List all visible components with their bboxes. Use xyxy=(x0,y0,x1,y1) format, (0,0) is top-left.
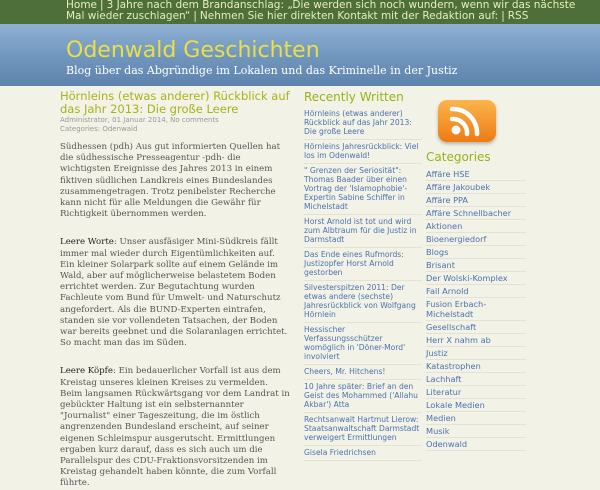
top-nav-links xyxy=(66,0,586,22)
nav-separator: | xyxy=(193,10,197,22)
post-meta-author-date: Administrator, 01 Januar 2014, No comments xyxy=(60,116,219,124)
category-link[interactable]: Affäre PPA xyxy=(426,194,526,207)
post-section-leere-koepfe xyxy=(60,366,292,489)
categories-heading: Categories xyxy=(426,150,491,164)
recent-post-link[interactable]: Hessischer Verfassungsschützer womöglich in 'Döner-Mord' involviert xyxy=(304,324,422,365)
nav-link-brandanschlag[interactable]: 3 Jahre nach dem Brandanschlag: „Die werden sich noch wundern, wenn wir das nächste Mal wieder zuschlagen“ xyxy=(66,0,576,22)
recent-post-link[interactable]: Cheers, Mr. Hitchens! xyxy=(304,366,422,380)
category-link[interactable]: Affäre Schnellbacher xyxy=(426,207,526,220)
recent-post-link[interactable]: Hörnleins (etwas anderer) Rückblick auf das Jahr 2013: Die große Leere xyxy=(304,108,422,140)
post-intro: Südhessen (pdh) Aus gut informierten Quellen hat die südhessische Presseagentur -pdh- die wichtigsten Ereignisse des Jahres 2013 in einem fiktiven südlichen Landkreis eines Bundeslandes zusammengetragen. Trotz penibelster Recherche kann nicht für alle Meldungen die Gewähr für Richtigkeit übernommen werden. xyxy=(60,142,281,220)
category-link[interactable]: Literatur xyxy=(426,386,526,399)
post-body xyxy=(60,142,292,490)
section-text: : Unser ausfäsiger Mini-Südkreis fällt immer mal wieder durch Eigentümlichkeiten auf. Ein kleiner Solarpark sollte auf einem Gelände im Wald, aber auf möglicherweise belastetem Boden errichtet werden. Zur Begutachtung wurden Fachleute vom Bund für Umwelt- und Naturschutz angefordert. Als die BUND-Experten eintrafen, standen sie vor vollendeten Tatsachen, der Boden war bereits geebnet und die Solaranlagen errichtet. So macht man das im Süden. xyxy=(60,237,288,349)
recent-post-link[interactable]: Das Ende eines Rufmords: Justizopfer Horst Arnold gestorben xyxy=(304,249,422,281)
category-link[interactable]: Herr X nahm ab xyxy=(426,334,526,347)
main-content xyxy=(60,89,292,489)
nav-link-kontakt[interactable]: Nehmen Sie hier direkten Kontakt mit der Redaktion auf: xyxy=(199,10,499,22)
recent-posts-list xyxy=(304,108,422,461)
rss-wave-icon xyxy=(448,105,486,137)
site-tagline: Blog über das Abgründige im Lokalen und das Kriminelle in der Justiz xyxy=(66,64,458,77)
recent-post-link[interactable]: Hörnleins Jahresrückblick: Viel los im Odenwald! xyxy=(304,141,422,164)
category-link[interactable]: Katastrophen xyxy=(426,360,526,373)
category-link[interactable]: Affäre Jakoubek xyxy=(426,181,526,194)
category-link[interactable]: Lachhaft xyxy=(426,373,526,386)
category-link[interactable]: Justiz xyxy=(426,347,526,360)
category-link[interactable]: Der Wolski-Komplex xyxy=(426,272,526,285)
category-link[interactable]: Blogs xyxy=(426,246,526,259)
category-link[interactable]: Medien xyxy=(426,412,526,425)
category-link[interactable]: Brisant xyxy=(426,259,526,272)
nav-separator: | xyxy=(100,0,104,11)
top-navigation-bar xyxy=(0,0,600,24)
nav-link-rss[interactable]: RSS xyxy=(507,10,529,22)
recent-post-link[interactable]: Horst Arnold ist tot und wird zum Albtraum für die Justiz in Darmstadt xyxy=(304,216,422,248)
post-section-leere-worte xyxy=(60,237,292,349)
rss-feed-icon[interactable] xyxy=(438,100,496,142)
category-link[interactable]: Fusion Erbach-Michelstadt xyxy=(426,298,526,321)
categories-widget xyxy=(426,150,586,449)
category-link[interactable]: Affäre HSE xyxy=(426,168,526,181)
recently-written-widget xyxy=(304,90,422,457)
nav-separator: | xyxy=(501,10,505,22)
post-title-link[interactable]: Hörnleins (etwas anderer) Rückblick auf das Jahr 2013: Die große Leere xyxy=(60,89,290,116)
recent-post-link[interactable]: Silvesterspitzen 2011: Der etwas andere (sechste) Jahresrückblick von Wolfgang Hörnlein xyxy=(304,282,422,323)
category-link[interactable]: Fall Arnold xyxy=(426,285,526,298)
recent-post-link[interactable]: 10 Jahre später: Brief an den Geist des Mohammed ('Allahu Akbar') Atta xyxy=(304,381,422,413)
recently-written-heading: Recently Written xyxy=(304,90,404,104)
site-header xyxy=(0,24,600,86)
site-title[interactable]: Odenwald Geschichten xyxy=(66,38,320,63)
category-link[interactable]: Bioenergiedorf xyxy=(426,233,526,246)
category-link[interactable]: Musik xyxy=(426,425,526,438)
recent-post-link[interactable]: Gisela Friedrichsen xyxy=(304,447,422,461)
section-label: Leere Köpfe xyxy=(60,366,113,377)
category-link[interactable]: Lokale Medien xyxy=(426,399,526,412)
category-link[interactable]: Gesellschaft xyxy=(426,321,526,334)
category-link[interactable]: Aktionen xyxy=(426,220,526,233)
section-text: : Ein bedauerlicher Vorfall ist aus dem Kreistag unseres kleinen Kreises zu vermelden. Beim langsamen Rückwärtsgang vor dem Landrat in gebückter Haltung ist ein selbsternannter "Journalist" einer Tageszeitung, die im östlich angrenzenden Bundesland erscheint, auf seiner eigenen Schleimspur ausgerutscht. Ermittlungen ergaben kurz darauf, dass es sich auch um die Parallelspur des CDU-Fraktionsvorsitzenden im Kreistag gehandelt haben könnte, die zum Vorfall führte. xyxy=(60,366,290,489)
recent-post-link[interactable]: Rechtsanwalt Hartmut Lierow: Staatsanwaltschaft Darmstadt verweigert Ermittlungen xyxy=(304,414,422,446)
recent-post-link[interactable]: " Grenzen der Seriosität": Thomas Baader über einen Vortrag der 'Islamophobie'-Expertin Sabine Schiffer in Michelstadt xyxy=(304,165,422,215)
nav-home-link[interactable]: Home xyxy=(66,0,98,11)
categories-list xyxy=(426,168,586,451)
section-label: Leere Worte xyxy=(60,237,114,248)
category-link[interactable]: Odenwald xyxy=(426,438,526,451)
post-meta-categories: Categories: Odenwald xyxy=(60,125,138,133)
